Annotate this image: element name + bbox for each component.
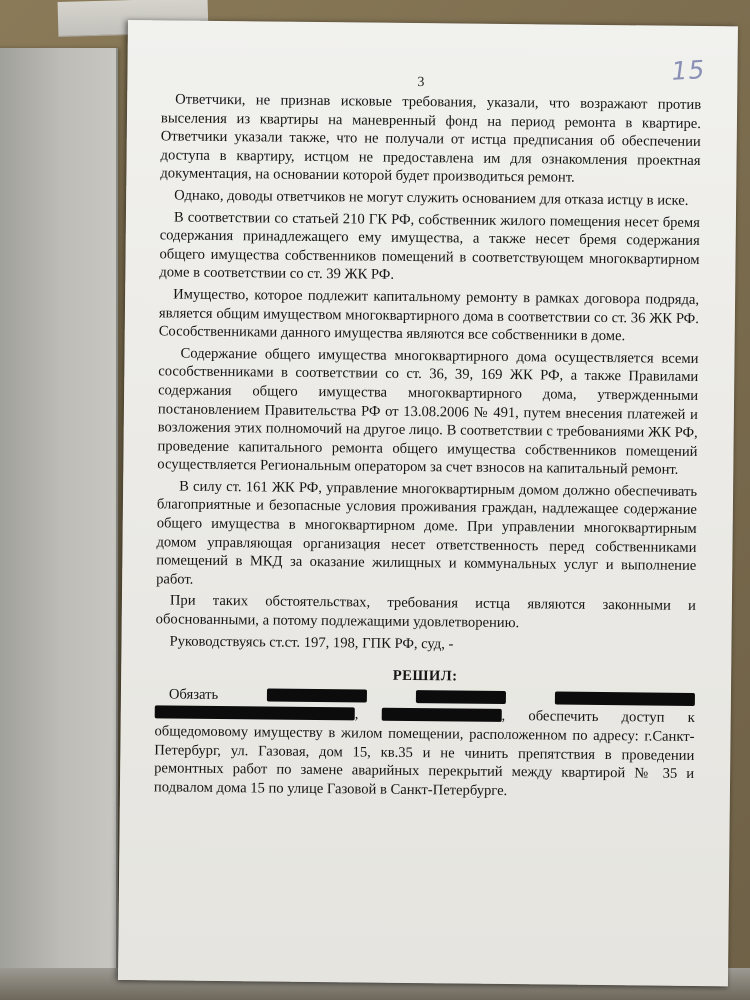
page-number: 3 xyxy=(417,75,425,91)
paragraph: Содержание общего имущества многоквартирного дома осуществляется всеми сособственниками в соответствии со ст. 36, 39, 169 ЖК РФ, а также Правилами содержания общего имущества многоквартирного дома, утвержденными постановлением Правительства РФ от 13.08.2006 № 491, путем внесения платежей и возложения этих полномочий на другое лицо. В соответствии с требованиями ЖК РФ, проведение капитального ремонта общего имущества собственников помещений осуществляется Региональным оператором за счет взносов на капитальный ремонт. xyxy=(157,345,699,479)
redaction-block xyxy=(555,691,695,705)
paragraph: Ответчики, не признав исковые требования, указали, что возражают против выселения из квартиры на маневренный фонд на период ремонта в квартире. Ответчики указали также, что не получали от истца предписания об обеспечении доступа в квартиру, истцом не предоставлена им для ознакомления проектная документация, на основании которой будет производиться ремонт. xyxy=(160,91,702,187)
paragraph: Имущество, которое подлежит капитальному ремонту в рамках договора подряда, является общим имуществом многоквартирного дома в соответствии со ст. 36 ЖК РФ. Сособственниками данного имущества являются все собственники в доме. xyxy=(158,286,700,345)
redaction-block xyxy=(382,708,502,722)
underlying-page xyxy=(0,48,118,988)
handwritten-annotation: 15 xyxy=(670,54,707,86)
paragraph: При таких обстоятельствах, требования истца являются законными и обоснованными, а потому подлежащими удовлетворению. xyxy=(155,592,696,632)
resolution-separator: , xyxy=(354,706,359,723)
decision-heading: РЕШИЛ: xyxy=(392,668,458,685)
document-page xyxy=(118,20,738,986)
document-body xyxy=(154,90,701,805)
resolution-text: , обеспечить доступ к общедомовому имуществу в жилом помещении, расположенном по адресу: г.Санкт-Петербург, ул. Газовая, дом 15, кв.35 и не чинить препятствия в проведении ремонтных работ по замене аварийных перекрытий между квартирой № 35 и подвалом дома 15 по улице Газовой в Санкт-Петербурге. xyxy=(153,708,695,799)
resolution-paragraph xyxy=(154,685,695,802)
paragraph: Руководствуясь ст.ст. 197, 198, ГПК РФ, суд, - xyxy=(169,633,454,653)
redaction-block xyxy=(155,706,355,721)
redaction-block xyxy=(416,690,506,704)
redaction-block xyxy=(267,688,367,702)
paragraph: В соответствии со статьей 210 ГК РФ, собственник жилого помещения несет бремя содержания принадлежащего ему имущества, а также несет бремя содержания общего имущества собственников помещений в соответствующем многоквартирном доме в соответствии со ст. 39 ЖК РФ. xyxy=(159,209,700,284)
paragraph: Однако, доводы ответчиков не могут служить основанием для отказа истцу в иске. xyxy=(174,187,689,209)
resolution-start: Обязать xyxy=(168,686,219,703)
paragraph: В силу ст. 161 ЖК РФ, управление многоквартирным домом должно обеспечивать благоприятные и безопасные условия проживания граждан, надлежащее содержание общего имущества в многоквартирном доме. При управлении многоквартирным домом управляющая организация несет ответственность перед собственниками помещений в МКД за оказание жилищных и коммунальных услуг и выполнение работ. xyxy=(156,478,698,588)
